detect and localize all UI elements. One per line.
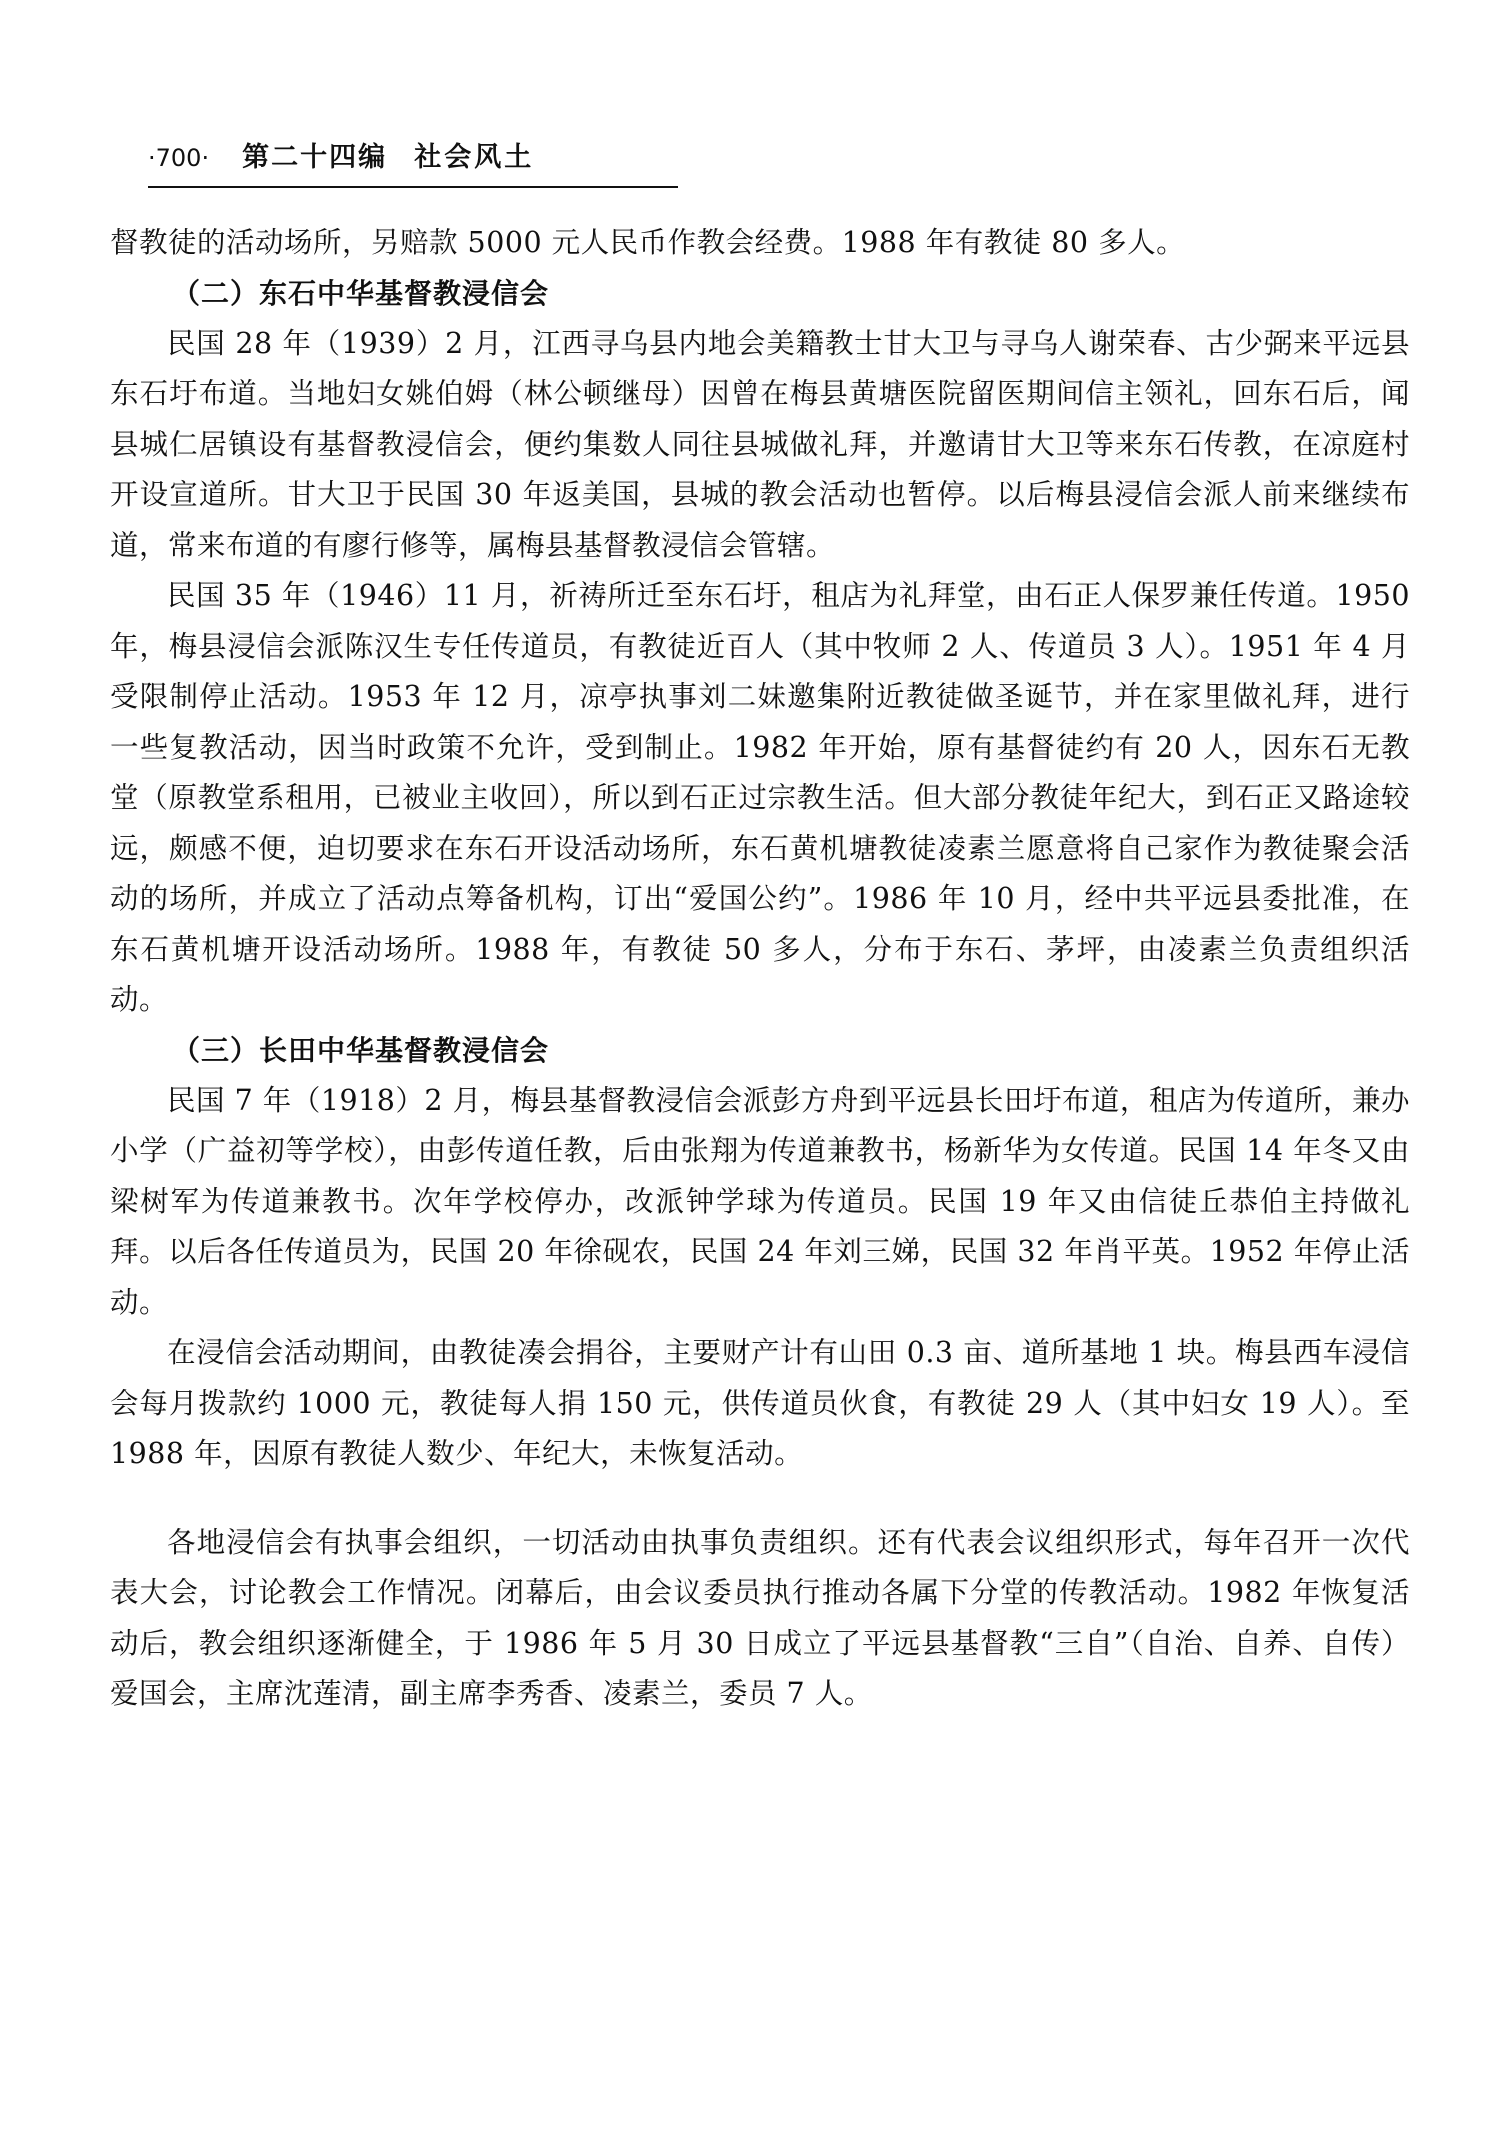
section-title: 社会风土 (414, 142, 535, 173)
paragraph: 民国 35 年（1946）11 月，祈祷所迁至东石圩，租店为礼拜堂，由石正人保罗兼任传道。1950 年，梅县浸信会派陈汉生专任传道员，有教徒近百人（其中牧师 2 人、传道员 3 人）。1951 年 4 月受限制停止活动。1953 年 12 月，凉亭执事刘二妹邀集附近教徒做圣诞节，并在家里做礼拜，进行一些复教活动，因当时政策不允许，受到制止。1982 年开始，原有基督徒约有 20 人，因东石无教堂（原教堂系租用，已被业主收回），所以到石正过宗教生活。但大部分教徒年纪大，到石正又路途较远，颇感不便，迫切要求在东石开设活动场所，东石黄机塘教徒凌素兰愿意将自己家作为教徒聚会活动的场所，并成立了活动点筹备机构，订出“爱国公约”。1986 年 10 月，经中共平远县委批准，在东石黄机塘开设活动场所。1988 年，有教徒 50 多人，分布于东石、茅坪，由凌素兰负责组织活动。 (110, 579, 1410, 1016)
running-header (148, 138, 678, 188)
part-title: 第二十四编 (242, 142, 388, 173)
paragraph: 在浸信会活动期间，由教徒凑会捐谷，主要财产计有山田 0.3 亩、道所基地 1 块。梅县西车浸信会每月拨款约 1000 元，教徒每人捐 150 元，供传道员伙食，有教徒 29 人（其中妇女 19 人）。至 1988 年，因原有教徒人数少、年纪大，未恢复活动。 (110, 1336, 1410, 1470)
paragraph: 民国 28 年（1939）2 月，江西寻乌县内地会美籍教士甘大卫与寻乌人谢荣春、古少弼来平远县东石圩布道。当地妇女姚伯姆（林公顿继母）因曾在梅县黄塘医院留医期间信主领礼，回东石后，闻县城仁居镇设有基督教浸信会，便约集数人同往县城做礼拜，并邀请甘大卫等来东石传教，在凉庭村开设宣道所。甘大卫于民国 30 年返美国，县城的教会活动也暂停。以后梅县浸信会派人前来继续布道，常来布道的有廖行修等，属梅县基督教浸信会管辖。 (110, 326, 1410, 562)
page-number: ·700· (148, 144, 210, 172)
paragraph: 民国 7 年（1918）2 月，梅县基督教浸信会派彭方舟到平远县长田圩布道，租店为传道所，兼办小学（广益初等学校），由彭传道任教，后由张翔为传道兼教书，杨新华为女传道。民国 14 年冬又由梁树军为传道兼教书。次年学校停办，改派钟学球为传道员。民国 19 年又由信徒丘恭伯主持做礼拜。以后各任传道员为，民国 20 年徐砚农，民国 24 年刘三娣，民国 32 年肖平英。1952 年停止活动。 (110, 1083, 1410, 1319)
paragraph: 各地浸信会有执事会组织，一切活动由执事负责组织。还有代表会议组织形式，每年召开一次代表大会，讨论教会工作情况。闭幕后，由会议委员执行推动各属下分堂的传教活动。1982 年恢复活动后，教会组织逐渐健全，于 1986 年 5 月 30 日成立了平远县基督教“三自”（自治、自养、自传）爱国会，主席沈莲清，副主席李秀香、凌素兰，委员 7 人。 (110, 1525, 1410, 1710)
paragraph-gap (110, 1480, 1410, 1518)
subsection-heading-changtian: （三）长田中华基督教浸信会 (172, 1033, 550, 1067)
subsection-heading-dongshi: （二）东石中华基督教浸信会 (172, 276, 550, 310)
page-body (110, 218, 1410, 1720)
paragraph-continuation: 督教徒的活动场所，另赔款 5000 元人民币作教会经费。1988 年有教徒 80 多人。 (110, 226, 1186, 259)
